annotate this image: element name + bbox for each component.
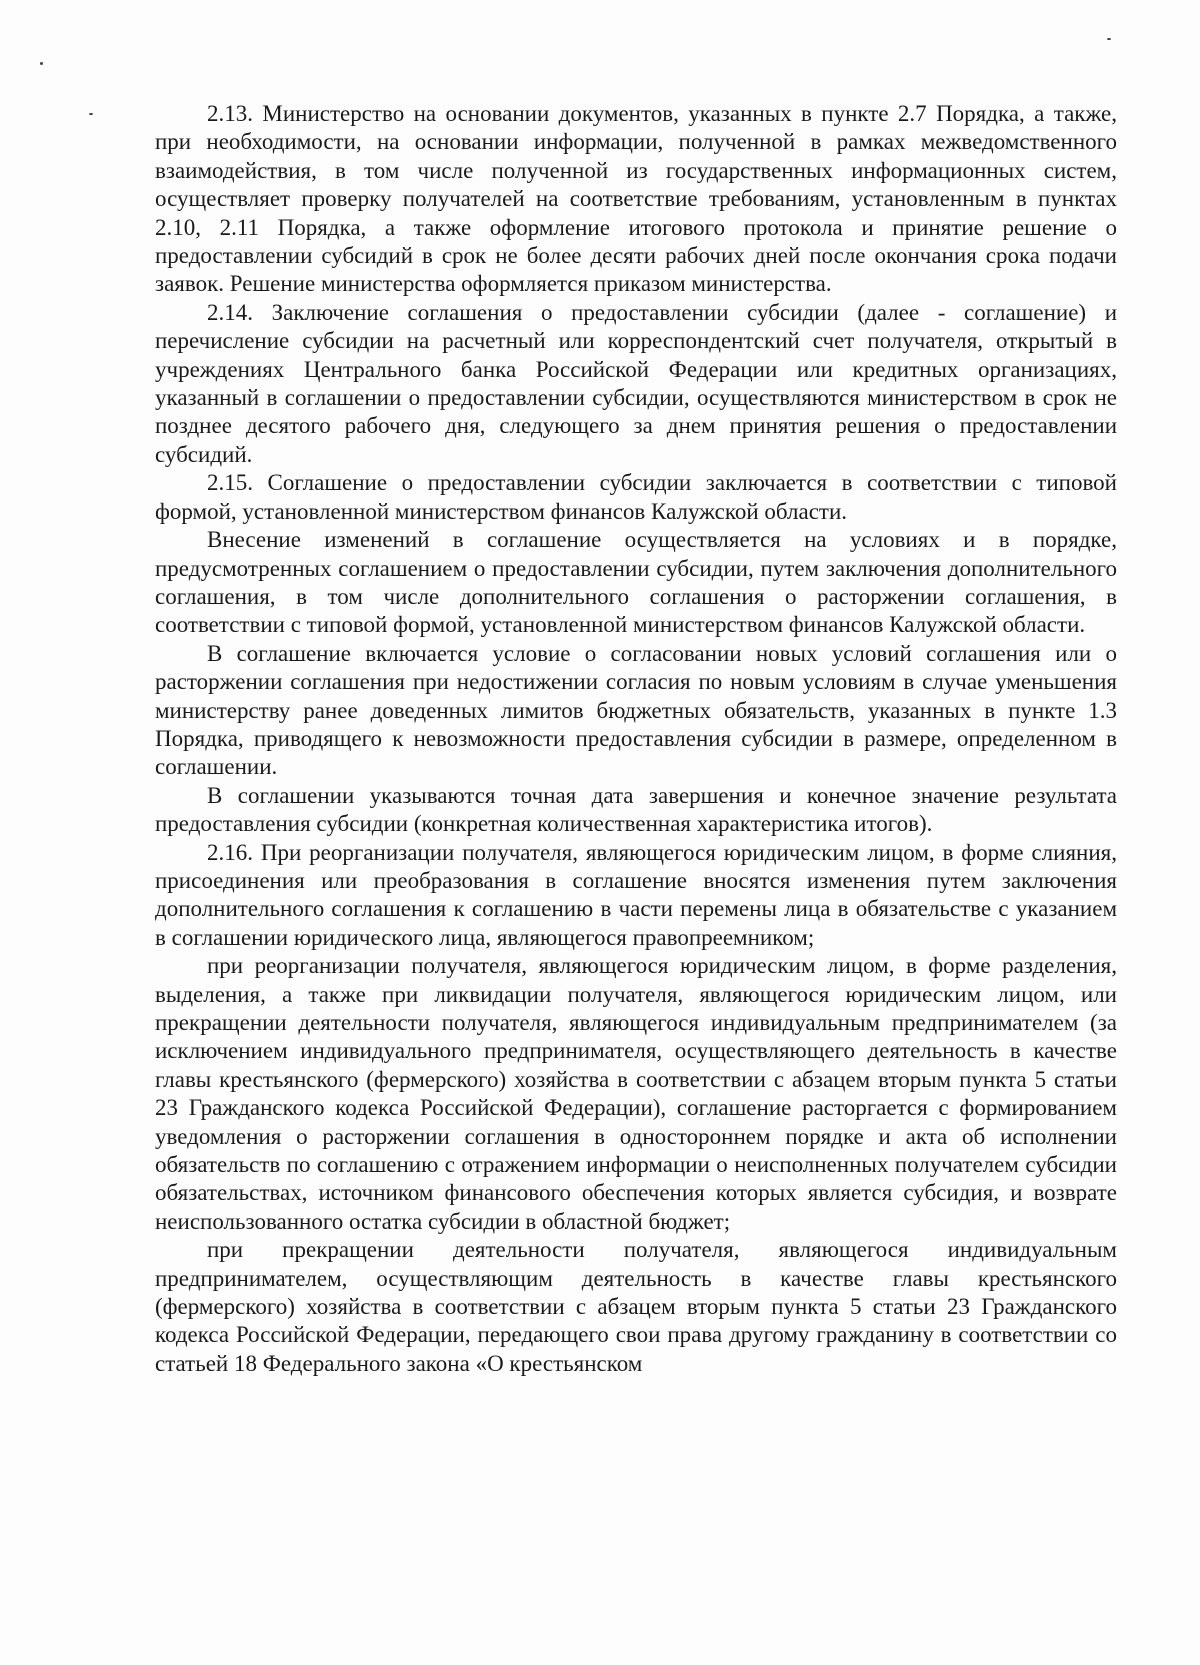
paragraph-completion-date: В соглашении указываются точная дата завершения и конечное значение результата предоставления субсидии (конкретная количественная характеристика итогов). [155,782,1117,837]
paragraph-amendments: Внесение изменений в соглашение осуществляется на условиях и в порядке, предусмотренных соглашением о предоставлении субсидии, путем заключения дополнительного соглашения, в том числе дополнительного соглашения о расторжении соглашения, в соответствии с типовой формой, установленной министерством финансов Калужской области. [155,527,1117,638]
paragraph-2-16: 2.16. При реорганизации получателя, являющегося юридическим лицом, в форме слияния, присоединения или преобразования в соглашение вносятся изменения путем заключения дополнительного соглашения к соглашению в части перемены лица в обязательстве с указанием в соглашении юридического лица, являющегося правопреемником; [155,839,1117,950]
paragraph-new-conditions: В соглашение включается условие о согласовании новых условий соглашения или о расторжении соглашения при недостижении согласия по новым условиям в случае уменьшения министерству ранее доведенных лимитов бюджетных обязательств, указанных в пункте 1.3 Порядка, приводящего к невозможности предоставления субсидии в размере, определенном в соглашении. [155,640,1117,780]
paragraph-2-15: 2.15. Соглашение о предоставлении субсидии заключается в соответствии с типовой формой, установленной министерством финансов Калужской области. [155,470,1117,524]
paragraph-liquidation: при реорганизации получателя, являющегося юридическим лицом, в форме разделения, выделения, а также при ликвидации получателя, являющегося юридическим лицом, или прекращении деятельности получателя, являющегося индивидуальным предпринимателем (за исключением индивидуального предпринимателя, осуществляющего деятельность в качестве главы крестьянского (фермерского) хозяйства в соответствии с абзацем вторым пункта 5 статьи 23 Гражданского кодекса Российской Федерации), соглашение расторгается с формированием уведомления о расторжении соглашения в одностороннем порядке и акта об исполнении обязательств по соглашению с отражением информации о неисполненных получателем субсидии обязательствах, источником финансового обеспечения которых является субсидия, и возврате неиспользованного остатка субсидии в областной бюджет; [155,953,1117,1234]
paragraph-farm-termination: при прекращении деятельности получателя, являющегося индивидуальным предпринимателем, осуществляющим деятельность в качестве главы крестьянского (фермерского) хозяйства в соответствии с абзацем вторым пункта 5 статьи 23 Гражданского кодекса Российской Федерации, передающего свои права другому гражданину в соответствии со статьей 18 Федерального закона «О крестьянском [155,1237,1117,1376]
paragraph-2-14: 2.14. Заключение соглашения о предоставлении субсидии (далее - соглашение) и перечисление субсидии на расчетный или корреспондентский счет получателя, открытый в учреждениях Центрального банка Российской Федерации или кредитных организациях, указанный в соглашении о предоставлении субсидии, осуществляются министерством в срок не позднее десятого рабочего дня, следующего за днем принятия решения о предоставлении субсидий. [155,299,1117,467]
scan-speck [40,62,43,65]
scan-speck [89,113,93,115]
paragraph-2-13: 2.13. Министерство на основании документов, указанных в пункте 2.7 Порядка, а также, при необходимости, на основании информации, полученной в рамках межведомственного взаимодействия, в том числе полученной из государственных информационных систем, осуществляет проверку получателей на соответствие требованиям, установленным в пунктах 2.10, 2.11 Порядка, а также оформление итогового протокола и принятие решение о предоставлении субсидий в срок не более десяти рабочих дней после окончания срока подачи заявок. Решение министерства оформляется приказом министерства. [155,101,1117,297]
scan-speck [1107,38,1111,40]
document-body [155,100,1117,1378]
